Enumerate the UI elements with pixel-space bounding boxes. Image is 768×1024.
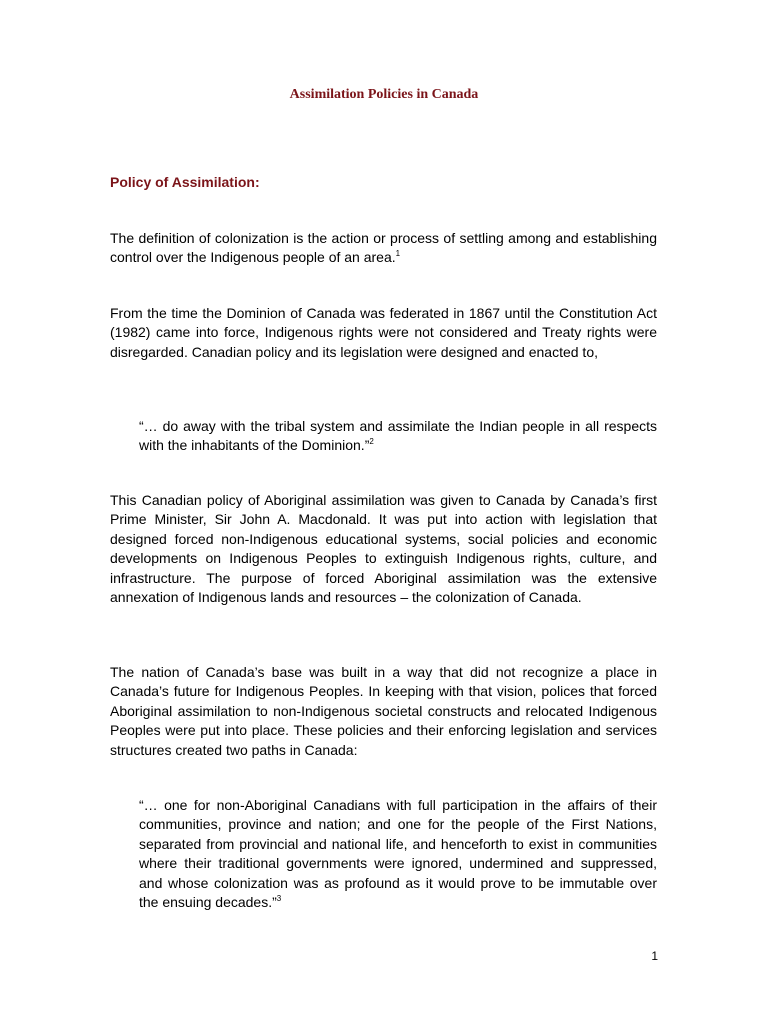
paragraph-two-paths: [110, 663, 657, 760]
footnote-marker: 1: [395, 249, 401, 259]
paragraph-text: The definition of colonization is the action or process of settling among and establishing control over the Indigenous people of an area.: [110, 230, 657, 266]
quote-first-nations: [139, 796, 657, 912]
document-title: Assimilation Policies in Canada: [289, 87, 479, 102]
quote-text: “… one for non-Aboriginal Canadians with full participation in the affairs of their communities, province and nation; and one for the people of the First Nations, separated from provincial and national life, and henceforth to exist in communities where their traditional governments were ignored, undermined and suppressed, and whose colonization was as profound as it would prove to be immutable over the ensuing decades.”: [139, 797, 657, 911]
quote-tribal-system: [139, 417, 657, 456]
section-heading: Policy of Assimilation:: [110, 174, 260, 190]
paragraph-macdonald-policy: [110, 491, 657, 607]
paragraph-text: This Canadian policy of Aboriginal assimilation was given to Canada by Canada’s first Prime Minister, Sir John A. Macdonald. It was put into action with legislation that designed forced non-Indigenous educational systems, social policies and economic developments on Indigenous Peoples to extinguish Indigenous rights, culture, and infrastructure. The purpose of forced Aboriginal assimilation was the extensive annexation of Indigenous lands and resources – the colonization of Canada.: [110, 492, 657, 606]
paragraph-text: The nation of Canada’s base was built in a way that did not recognize a place in Canada’s future for Indigenous Peoples. In keeping with that vision, polices that forced Aboriginal assimilation to non-Indigenous societal constructs and relocated Indigenous Peoples were put into place. These policies and their enforcing legislation and services structures created two paths in Canada:: [110, 664, 657, 758]
paragraph-colonization-definition: [110, 229, 657, 268]
footnote-marker: 2: [369, 437, 374, 447]
page-number: 1: [651, 949, 658, 963]
paragraph-text: From the time the Dominion of Canada was federated in 1867 until the Constitution Act (1982) came into force, Indigenous rights were not considered and Treaty rights were disregarded. Canadian policy and its legislation were designed and enacted to,: [110, 305, 657, 360]
paragraph-dominion-history: [110, 304, 657, 362]
footnote-marker: 3: [276, 894, 282, 904]
quote-text: “… do away with the tribal system and assimilate the Indian people in all respects with the inhabitants of the Dominion.”: [139, 418, 657, 454]
